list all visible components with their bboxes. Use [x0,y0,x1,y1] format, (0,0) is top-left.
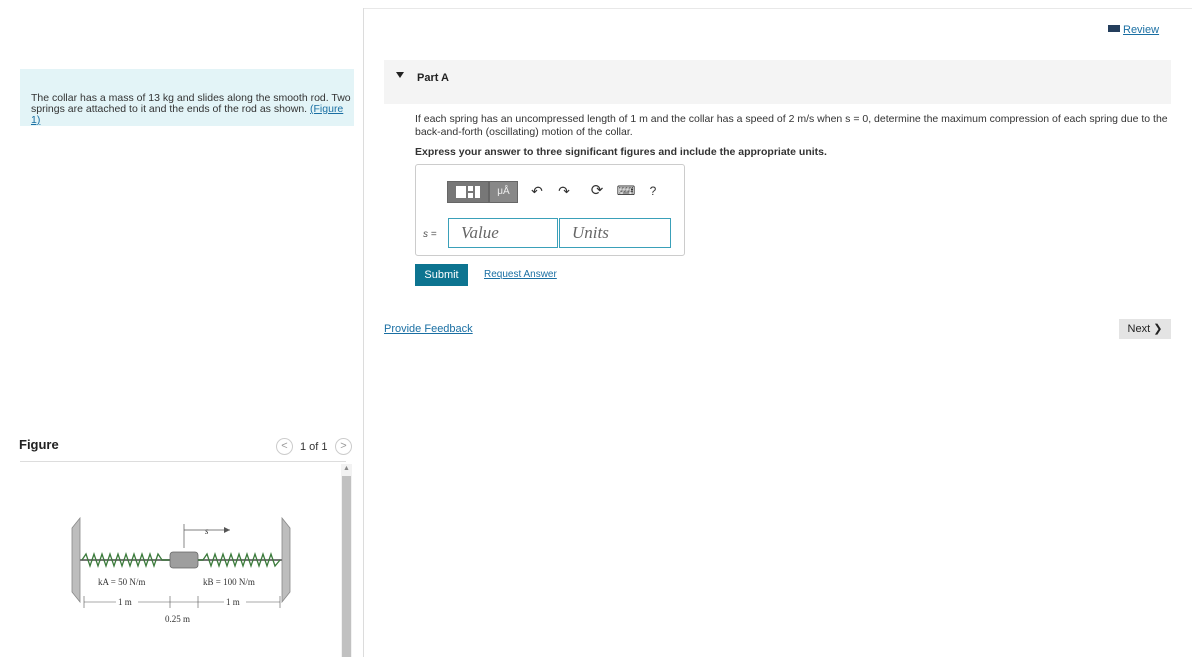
caret-down-icon[interactable] [396,72,404,78]
undo-icon[interactable]: ↶ [531,183,543,199]
scroll-up-arrow-icon[interactable]: ▲ [343,465,350,472]
ka-label: kA = 50 N/m [98,577,146,587]
len-right-label: 1 m [226,597,240,607]
next-figure-button[interactable]: > [335,438,352,455]
templates-button[interactable] [447,181,489,203]
keyboard-icon[interactable]: ⌨ [616,183,636,198]
s-label: s [205,526,209,536]
question-text: If each spring has an uncompressed length of 1 m and the collar has a speed of 2 m/s when s = 0, determine the maximum compression of each spring due to the back-and-forth (oscillating) motion of the collar. [415,113,1168,138]
part-a-header[interactable] [384,60,1171,104]
problem-text: The collar has a mass of 13 kg and slides along the smooth rod. Two springs are attached to it and the ends of the rod as shown. [31,92,351,115]
help-button[interactable]: ? [649,184,657,198]
variable-label: s = [423,229,437,240]
right-wall [282,518,290,602]
kb-label: kB = 100 N/m [203,577,255,587]
reset-icon[interactable]: ⟳ [590,182,604,199]
next-button[interactable]: Next ❯ [1119,319,1171,339]
spring-collar-diagram [60,510,300,630]
submit-button[interactable]: Submit [415,264,468,286]
answer-instruction: Express your answer to three significant figures and include the appropriate units. [415,146,827,158]
problem-statement [20,69,354,126]
book-icon [1108,25,1120,32]
scrollbar-thumb[interactable] [342,476,351,657]
prev-figure-button[interactable]: < [276,438,293,455]
panel-divider [363,8,364,657]
value-input[interactable]: Value [448,218,558,248]
units-symbols-button[interactable]: μÅ [489,181,518,203]
redo-icon[interactable]: ↷ [558,183,570,199]
request-answer-link[interactable]: Request Answer [484,269,557,280]
len-left-label: 1 m [118,597,132,607]
review-label: Review [1123,24,1160,36]
figure-title: Figure [19,437,59,452]
figure-pager-count: 1 of 1 [300,441,328,453]
figure-link[interactable]: (Figure 1) [31,103,344,126]
collar-length-label: 0.25 m [165,614,191,624]
provide-feedback-link[interactable]: Provide Feedback [384,323,473,335]
units-input[interactable]: Units [559,218,671,248]
top-divider [364,8,1192,9]
left-wall [72,518,80,602]
templates-icon [453,184,483,200]
collar [170,552,198,568]
figure-divider [20,461,346,462]
review-link[interactable] [1108,24,1159,36]
s-arrowhead [224,527,230,533]
part-a-title: Part A [417,72,449,84]
